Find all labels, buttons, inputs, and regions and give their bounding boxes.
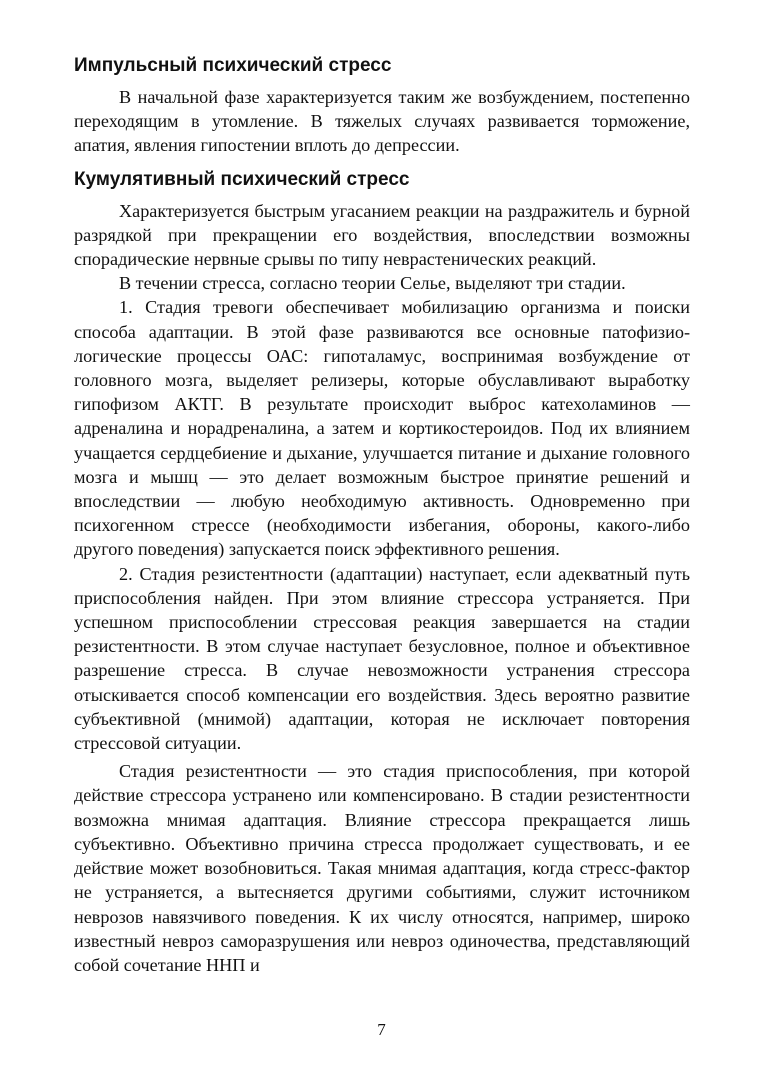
paragraph-alarm-stage: 1. Стадия тревоги обеспечивает мобилизацию организма и поиски способа адаптации. В этой фазе развиваются все основные патофизиологические процессы ОАС: гипоталамус, воспринимая возбуждение от головного мозга, выделяет релизеры, которые обуславливают выработку гипофизом АКТГ. В результате происходит выброс катехоламинов — адреналина и норадреналина, а затем и кортикостероидов. Под их влиянием учащается сердцебиение и дыхание, улучшается питание и дыхание головного мозга и мышц — это делает возможным быстрое принятие решений и впоследствии — любую необходимую активность. Одновременно при психогенном стрессе (необходимости избегания, обороны, какого-либо другого поведения) запускается поиск эффективного решения.: [74, 297, 690, 560]
paragraph-resistance-adaptation: Стадия резистентности — это стадия приспособления, при которой действие стрессора устранено или компенсировано. В стадии резистентности возможна мнимая адаптация. Влияние стрессора прекращается лишь субъективно. Объективно причина стресса продолжает существовать, и ее действие может возобновиться. Такая мнимая адаптация, когда стресс-фактор не устраняется, а вытесняется другими событиями, служит источником неврозов навязчивого поведения. К их числу относятся, например, широко известный невроз саморазрушения или невроз одиночества, представляющий собой сочетание ННП и: [74, 761, 690, 975]
paragraph-selye-stages: В течении стресса, согласно теории Селье, выделяют три стадии.: [119, 273, 626, 294]
paragraph-cumulative-description: Характеризуется быстрым угасанием реакции на раздражитель и бурной разрядкой при прекращении его воздействия, впоследствии возможны спорадические нервные срывы по типу неврастенических реакций.: [74, 200, 690, 270]
page-number: 7: [377, 1020, 386, 1039]
paragraph-impulse-description: В начальной фазе характеризуется таким же возбуждением, постепенно переходящим в утомление. В тяжелых случаях развивается торможение, апатия, явления гипостении вплоть до депрессии.: [74, 87, 690, 156]
section-heading-cumulative: Кумулятивный психический стресс: [74, 168, 410, 190]
page-body: [74, 54, 690, 977]
section-heading-impulse: Импульсный психический стресс: [74, 55, 392, 76]
paragraph-resistance-stage: 2. Стадия резистентности (адаптации) наступает, если адекватный путь приспособления найден. При этом влияние стрессора устраняется. При успешном приспособлении стрессовая реакция завершается на стадии резистентности. В этом случае наступает безусловное, полное и объективное разрешение стресса. В случае невозможности устранения стрессора отыскивается способ компенсации его воздействия. Здесь вероятно развитие субъективной (мнимой) адаптации, которая не исключает повторения стрессовой ситуации.: [74, 563, 690, 754]
